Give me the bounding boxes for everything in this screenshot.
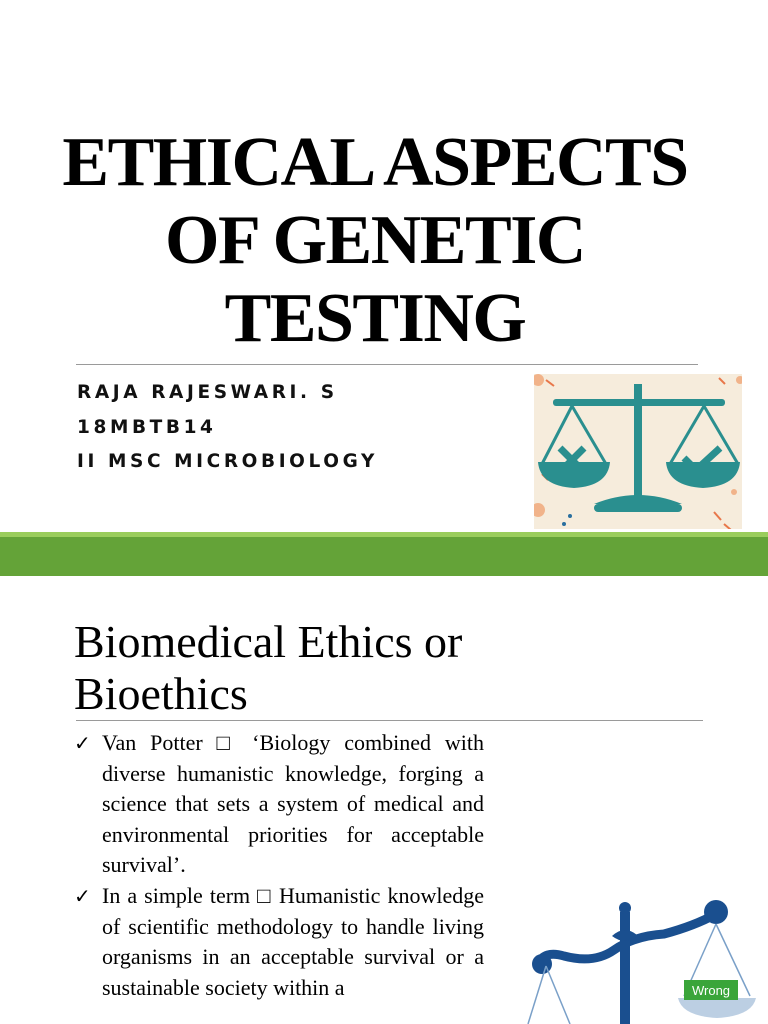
author-course: II MSC MICROBIOLOGY: [77, 451, 378, 472]
slide-heading: [74, 616, 462, 720]
title-line-1: ETHICAL ASPECTS: [62, 124, 688, 201]
author-id: 18MBTB14: [77, 416, 217, 438]
check-icon: ✓: [74, 883, 91, 908]
check-icon: ✓: [74, 731, 91, 755]
wrong-label: Wrong: [691, 983, 731, 998]
author-name: RAJA RAJESWARI. S: [77, 382, 338, 403]
section-divider-bar: [0, 532, 768, 576]
heading-line-1: Biomedical Ethics or: [74, 616, 463, 667]
heading-divider: [76, 720, 703, 721]
title-line-3: TESTING: [224, 280, 526, 357]
author-block: [77, 376, 378, 480]
content-slide: [0, 578, 768, 1024]
title-divider: [76, 364, 698, 365]
list-item: [74, 881, 484, 1003]
heading-line-2: Bioethics: [74, 668, 248, 719]
slide-title: [0, 124, 750, 358]
bullet-text: Van Potter □ ‘Biology combined with diverse humanistic knowledge, forging a science that sets a system of medical and environmental priorities for acceptable survival’.: [102, 730, 484, 878]
title-line-2: OF GENETIC: [165, 202, 585, 279]
list-item: [74, 728, 484, 881]
balance-scale-icon: [534, 374, 742, 529]
wrong-balance-icon: [524, 896, 768, 1024]
bullet-text: In a simple term □ Humanistic knowledge of scientific methodology to handle living organisms in an acceptable survival or a sustainable society within a: [102, 882, 484, 1000]
bullet-list: [74, 728, 484, 1003]
section-divider-highlight: [0, 532, 768, 537]
